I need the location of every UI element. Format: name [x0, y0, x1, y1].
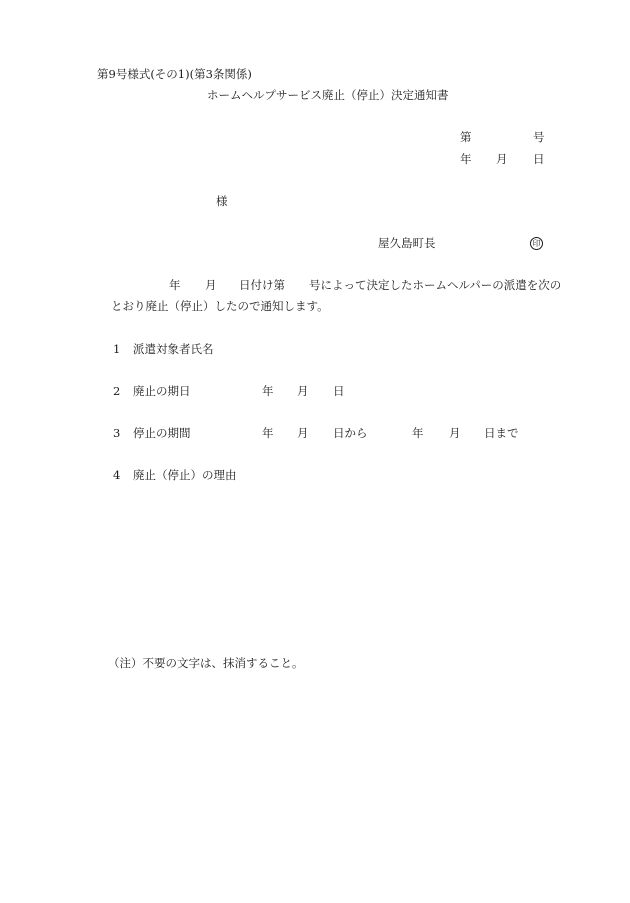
- body-month: 月: [205, 278, 217, 292]
- issue-date-day: 日: [533, 152, 545, 166]
- number-suffix: 号: [533, 130, 545, 144]
- issue-date-line: [0, 152, 630, 166]
- issuer-line: [0, 236, 630, 250]
- item-1: [0, 342, 630, 356]
- abolition-year: 年: [262, 384, 274, 398]
- suspension-start-month: 月: [297, 426, 309, 440]
- suspension-end-day: 日まで: [484, 426, 519, 440]
- form-label: 第9号様式(その1)(第3条関係): [97, 67, 252, 81]
- suspension-start-day: 日から: [333, 426, 368, 440]
- item-number: 3: [113, 426, 121, 440]
- abolition-month: 月: [297, 384, 309, 398]
- item-4: [0, 468, 630, 482]
- abolition-day: 日: [333, 384, 345, 398]
- document-title: ホームヘルプサービス廃止（停止）決定通知書: [207, 88, 449, 102]
- body-decision-text: 号によって決定したホームヘルパーの派遣を次の: [309, 278, 562, 292]
- footnote: （注）不要の文字は、抹消すること。: [108, 656, 304, 670]
- number-prefix: 第: [460, 130, 472, 144]
- suspension-start-year: 年: [262, 426, 274, 440]
- item-label: 廃止の期日: [133, 384, 191, 398]
- item-number: 4: [113, 468, 121, 482]
- body-line-1: [0, 278, 630, 292]
- suspension-end-year: 年: [412, 426, 424, 440]
- issue-date-month: 月: [496, 152, 508, 166]
- issue-date-year: 年: [460, 152, 472, 166]
- recipient-honorific: 様: [216, 194, 228, 208]
- item-2: [0, 384, 630, 398]
- item-label: 廃止（停止）の理由: [133, 468, 237, 482]
- item-label: 派遣対象者氏名: [133, 342, 214, 356]
- item-3: [0, 426, 630, 440]
- issuer-name: 屋久島町長: [378, 236, 436, 250]
- suspension-end-month: 月: [449, 426, 461, 440]
- body-year: 年: [169, 278, 181, 292]
- item-label: 停止の期間: [133, 426, 191, 440]
- document-number-line: [0, 130, 630, 144]
- item-number: 1: [113, 342, 121, 356]
- body-line-2: とおり廃止（停止）したので通知します。: [111, 299, 329, 313]
- seal-mark: 印: [530, 237, 543, 250]
- body-day-number: 日付け第: [239, 278, 285, 292]
- item-number: 2: [113, 384, 121, 398]
